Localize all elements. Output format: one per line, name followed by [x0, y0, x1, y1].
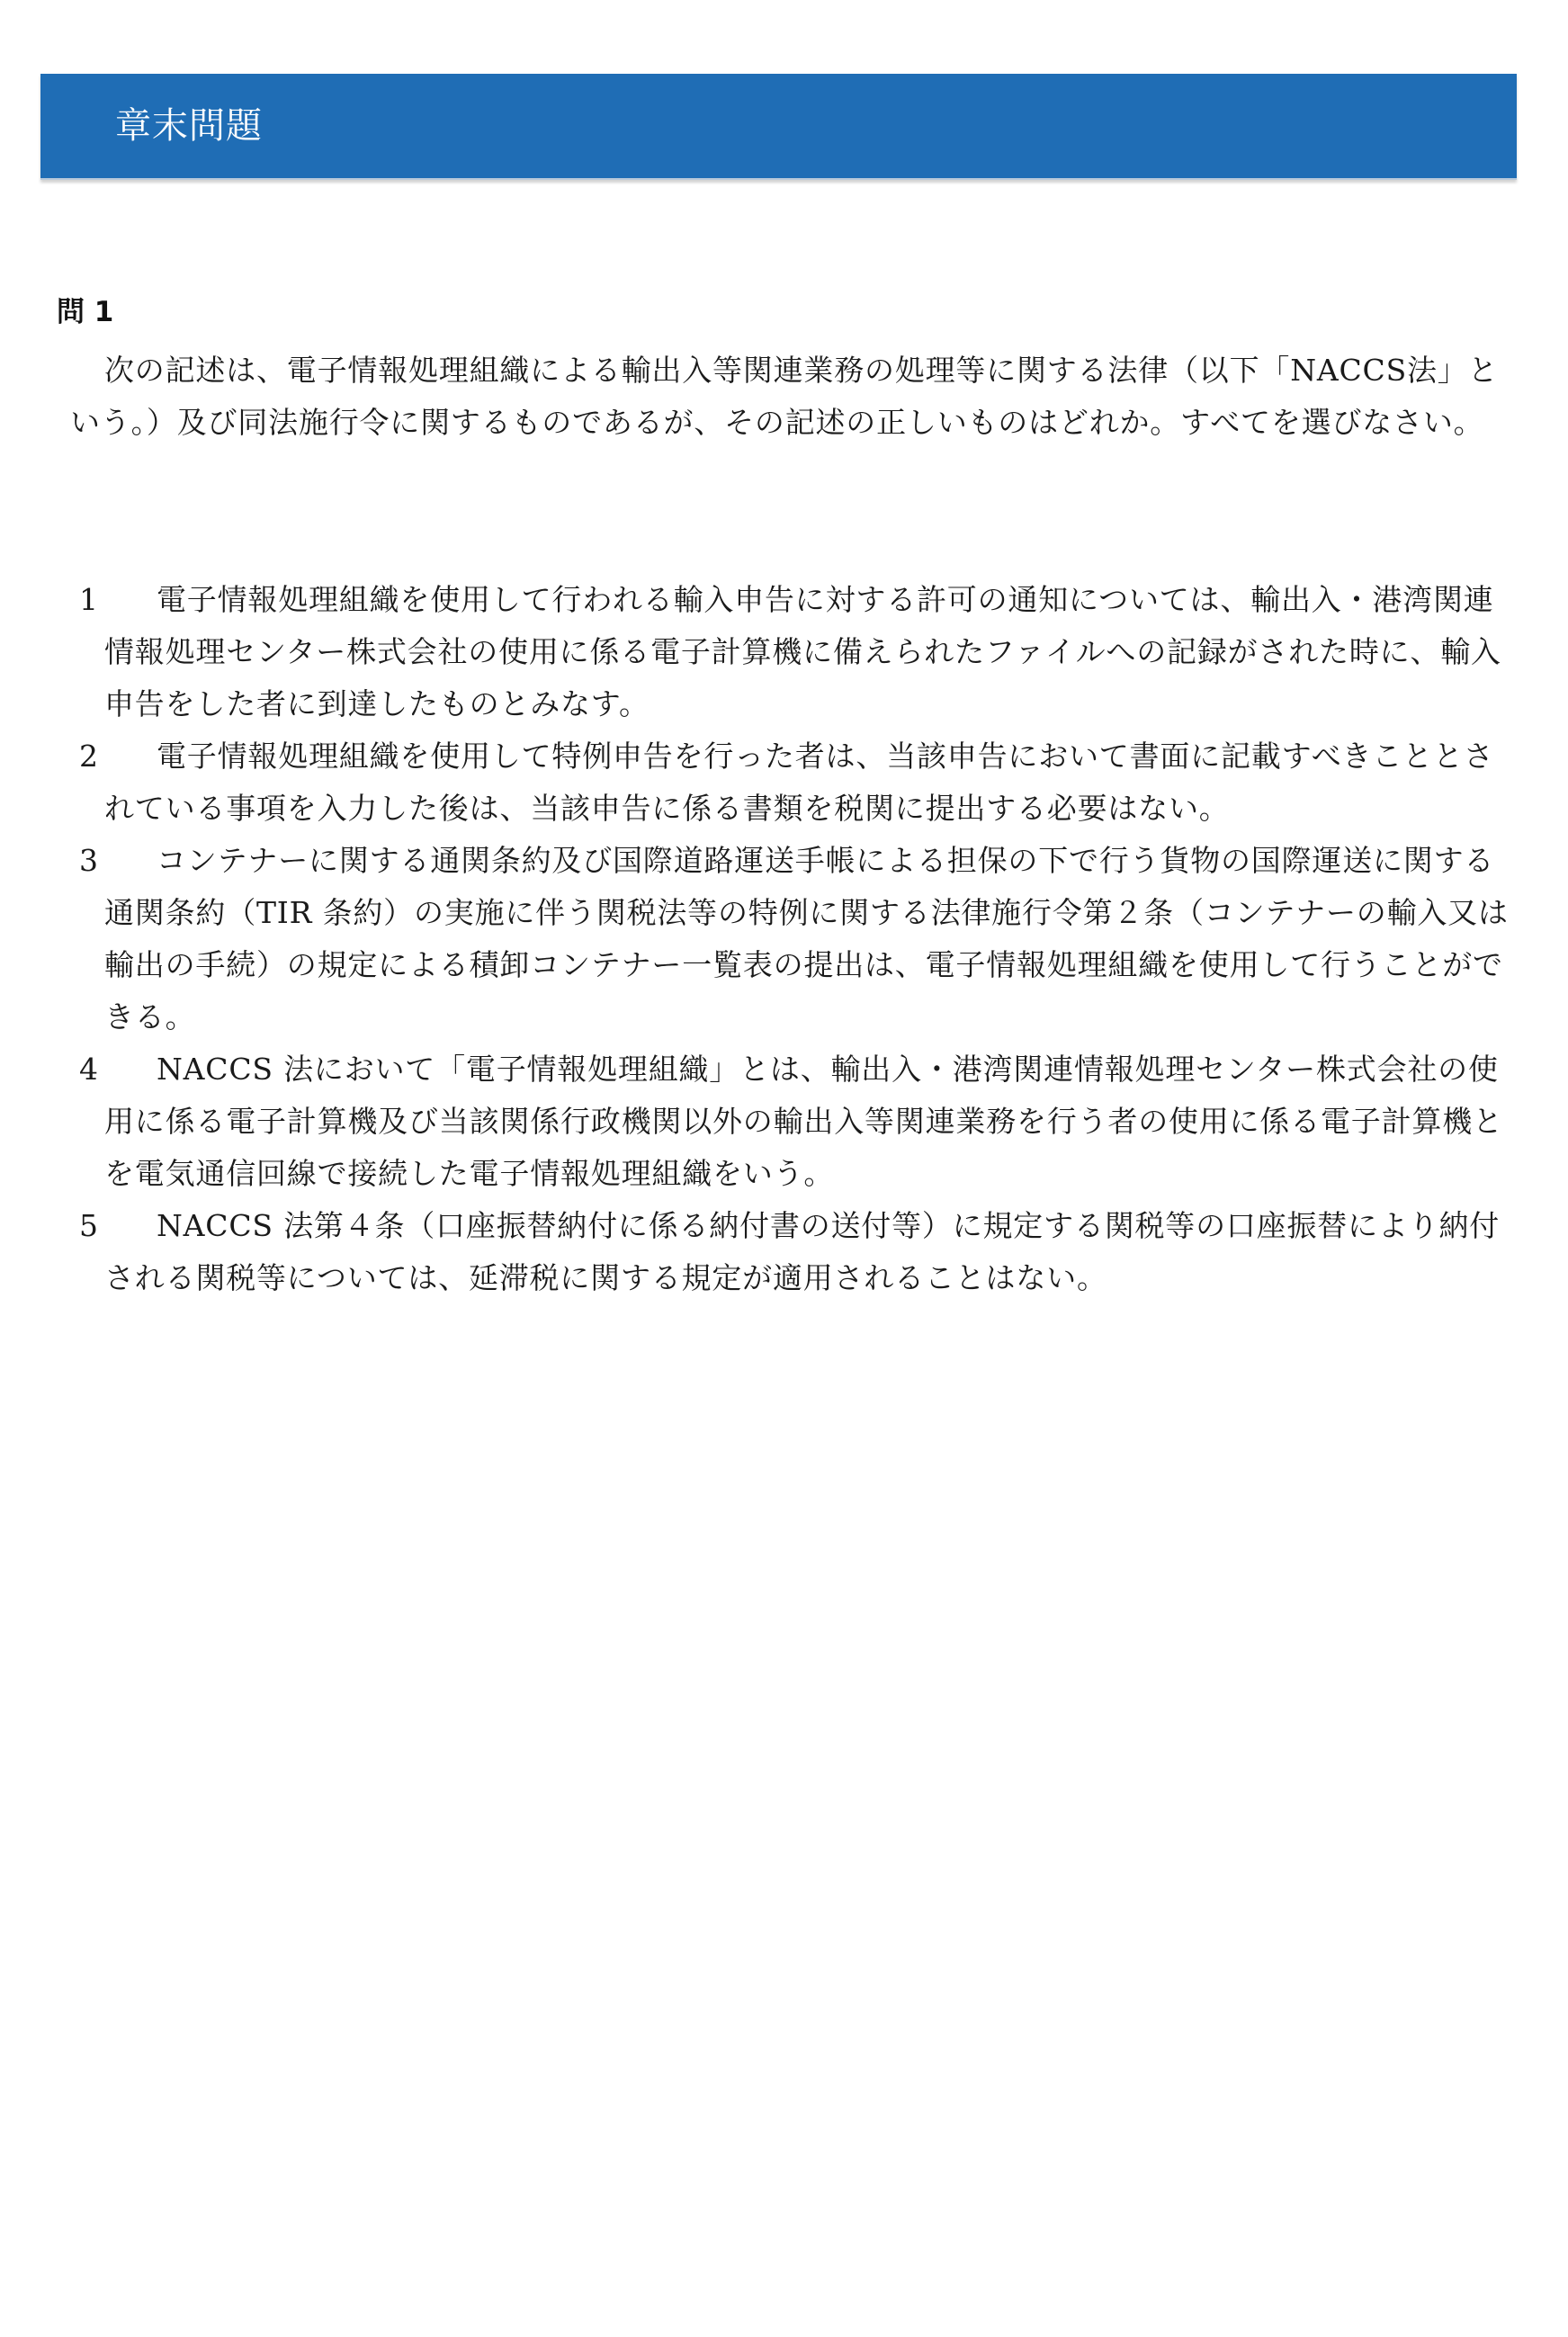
option-text: NACCS 法において「電子情報処理組織」とは、輸出入・港湾関連情報処理センター株式会社の使用に係る電子計算機及び当該関係行政機関以外の輸出入等関連業務を行う者の使用に係る電子計算機とを電気通信回線で接続した電子情報処理組織をいう。: [104, 1052, 1503, 1191]
option-number: 1: [79, 582, 99, 617]
answer-option-3: [70, 835, 1517, 1043]
answer-option-4: [70, 1043, 1517, 1200]
option-number: 5: [79, 1208, 99, 1243]
option-number: 2: [79, 739, 99, 774]
answer-options-list: [70, 574, 1517, 1304]
question-body: 次の記述は、電子情報処理組織による輸出入等関連業務の処理等に関する法律（以下「NACCS法」という。）及び同法施行令に関するものであるが、その記述の正しいものはどれか。すべてを選びなさい。: [70, 353, 1499, 440]
chapter-banner: [40, 74, 1517, 180]
option-text: NACCS 法第４条（口座振替納付に係る納付書の送付等）に規定する関税等の口座振替により納付される関税等については、延滞税に関する規定が適用されることはない。: [104, 1208, 1501, 1295]
option-number: 4: [79, 1052, 99, 1087]
answer-option-2: [70, 730, 1517, 835]
question-heading: 問 1: [57, 296, 114, 328]
option-text: コンテナーに関する通関条約及び国際道路運送手帳による担保の下で行う貨物の国際運送に関する通関条約（TIR 条約）の実施に伴う関税法等の特例に関する法律施行令第２条（コンテナーの輸入又は輸出の手続）の規定による積卸コンテナー一覧表の提出は、電子情報処理組織を使用して行うことができる。: [104, 843, 1509, 1034]
option-text: 電子情報処理組織を使用して特例申告を行った者は、当該申告において書面に記載すべきこととされている事項を入力した後は、当該申告に係る書類を税関に提出する必要はない。: [104, 739, 1494, 826]
answer-option-5: [70, 1200, 1517, 1304]
option-text: 電子情報処理組織を使用して行われる輸入申告に対する許可の通知については、輸出入・港湾関連情報処理センター株式会社の使用に係る電子計算機に備えられたファイルへの記録がされた時に、輸入申告をした者に到達したものとみなす。: [104, 582, 1501, 721]
answer-option-1: [70, 574, 1517, 730]
chapter-title: 章末問題: [115, 105, 263, 147]
option-number: 3: [79, 843, 99, 878]
